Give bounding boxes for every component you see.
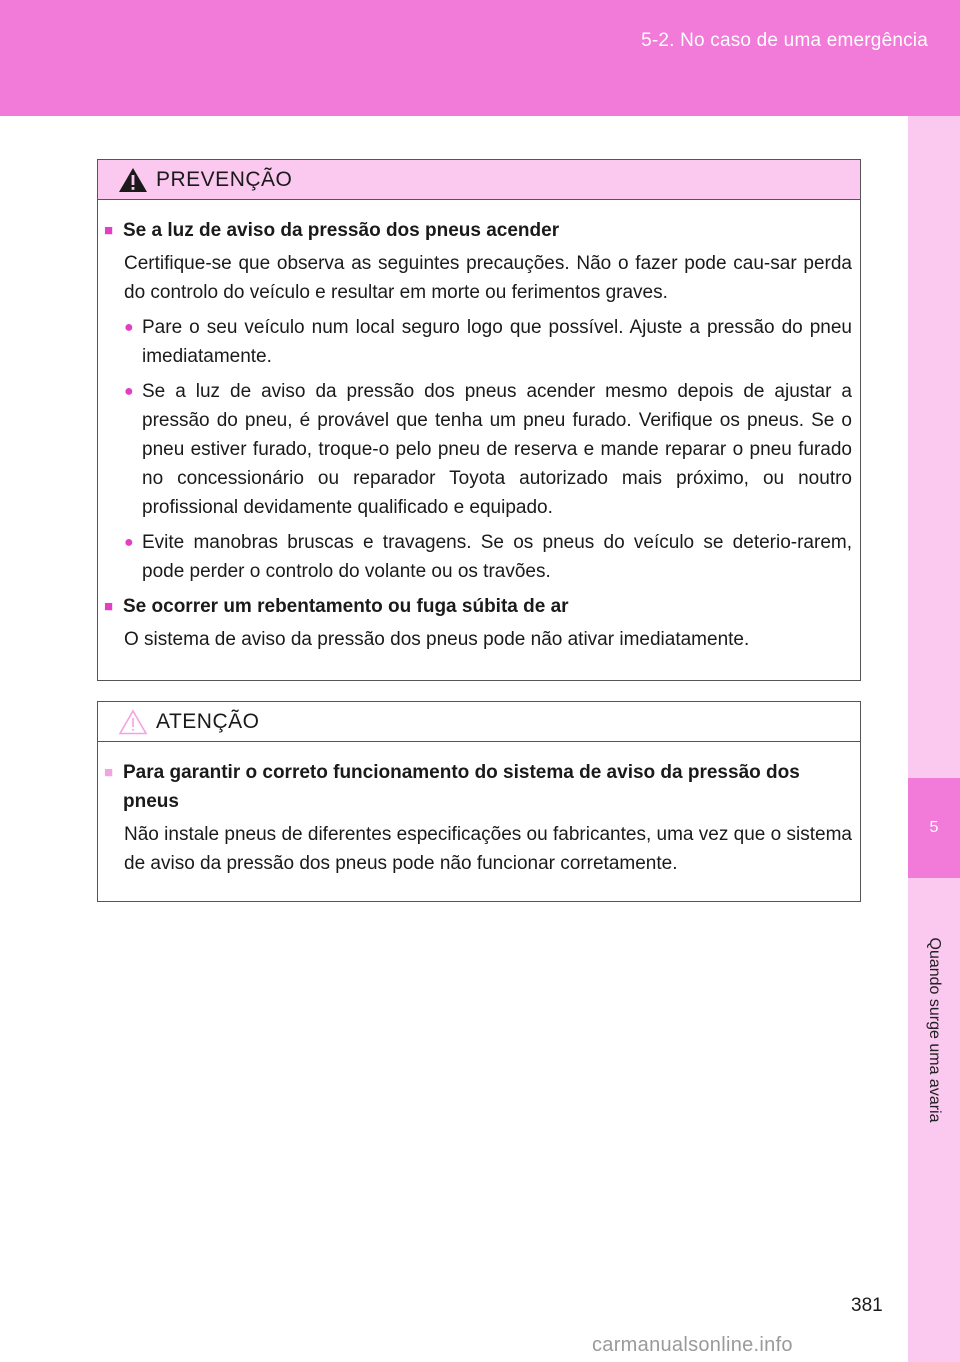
- chapter-number: 5: [908, 778, 960, 878]
- page-number: 381: [851, 1295, 883, 1316]
- chapter-side-tab: [908, 116, 960, 1362]
- circle-bullet-icon: ●: [124, 319, 134, 336]
- list-item-text: Se a luz de aviso da pressão dos pneus acender mesmo depois de ajustar a pressão do pneu, é provável que tenha um pneu furado. Verifique os pneus. Se o pneu estiver furado, troque-o pelo pneu de reserva e mande reparar o pneu furado no concessionário ou reparador Toyota autorizado mais próximo, ou noutro profissional devidamente qualificado e equipado.: [142, 381, 852, 518]
- list-item-text: Pare o seu veículo num local seguro logo que possível. Ajuste a pressão do pneu imediatamente.: [142, 317, 852, 367]
- section-paragraph: O sistema de aviso da pressão dos pneus pode não ativar imediatamente.: [124, 629, 750, 650]
- section-heading: [104, 216, 852, 245]
- section-heading-text: Se ocorrer um rebentamento ou fuga súbita de ar: [123, 596, 569, 617]
- square-bullet-icon: ■: [104, 764, 114, 781]
- warning-triangle-outline-icon: [118, 709, 148, 735]
- list-item: [124, 313, 852, 371]
- section-paragraph: Não instale pneus de diferentes especificações ou fabricantes, uma vez que o sistema de aviso da pressão dos pneus pode não funcionar corretamente.: [124, 824, 852, 874]
- section-paragraph: Certifique-se que observa as seguintes precauções. Não o fazer pode cau-sar perda do controlo do veículo e resultar em morte ou ferimentos graves.: [124, 253, 852, 303]
- section-title: 5-2. No caso de uma emergência: [641, 30, 928, 51]
- section-heading-text: Para garantir o correto funcionamento do sistema de aviso da pressão dos pneus: [123, 762, 800, 812]
- header-band: [0, 0, 960, 116]
- chapter-label: Quando surge uma avaria: [926, 937, 943, 1123]
- square-bullet-icon: ■: [104, 222, 114, 239]
- notice-box-title: ATENÇÃO: [156, 709, 260, 733]
- circle-bullet-icon: ●: [124, 383, 134, 400]
- warning-box-title: PREVENÇÃO: [156, 167, 293, 191]
- section-heading-text: Se a luz de aviso da pressão dos pneus acender: [123, 220, 560, 241]
- square-bullet-icon: ■: [104, 598, 114, 615]
- notice-box: [97, 701, 861, 902]
- circle-bullet-icon: ●: [124, 534, 134, 551]
- warning-box-header: [98, 160, 860, 200]
- list-item-text: Evite manobras bruscas e travagens. Se os pneus do veículo se deterio-rarem, pode perder o controlo do volante ou os travões.: [142, 532, 852, 582]
- list-item: [124, 528, 852, 586]
- notice-box-header: [98, 702, 860, 742]
- warning-triangle-filled-icon: [118, 167, 148, 193]
- section-heading: [104, 592, 852, 621]
- section-heading: [104, 758, 852, 816]
- warning-box-body: [98, 200, 860, 678]
- notice-box-body: [98, 742, 860, 902]
- warning-box: [97, 159, 861, 681]
- watermark: carmanualsonline.info: [592, 1334, 793, 1356]
- list-item: [124, 377, 852, 522]
